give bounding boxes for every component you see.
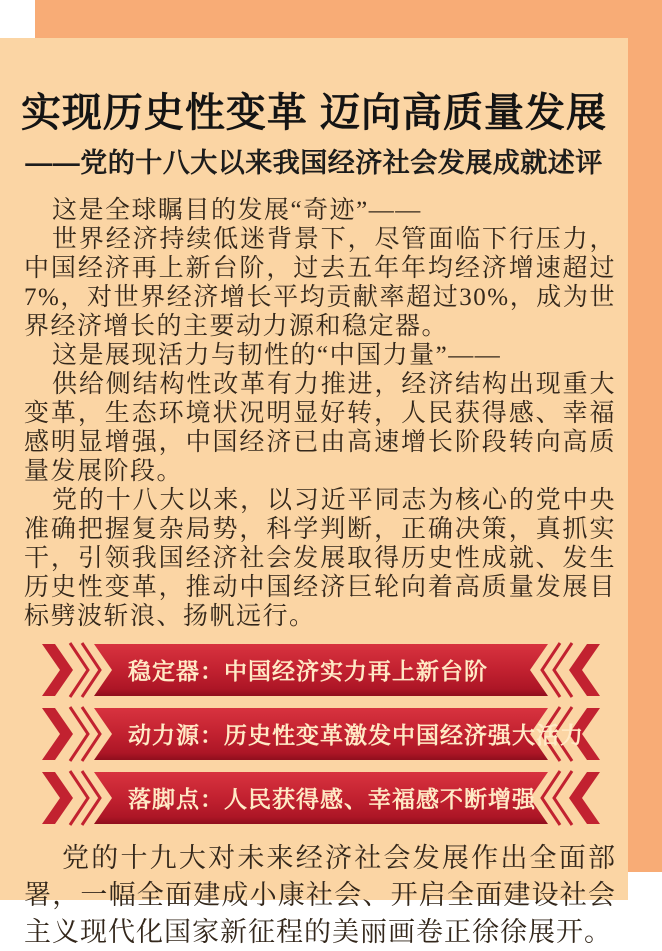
chevron-left-icon (569, 644, 600, 696)
chevron-right-icon (82, 771, 100, 825)
chevron-right-icon (82, 643, 100, 697)
chevron-right-icon (82, 707, 100, 761)
chevron-left-icon (542, 771, 560, 825)
ribbon-label: 落脚点：人民获得感、幸福感不断增强 (128, 786, 536, 812)
closing-paragraph-block (0, 840, 628, 951)
ribbon-banner-foothold (42, 770, 600, 826)
closing-paragraph: 党的十九大对未来经济社会发展作出全面部署，一幅全面建成小康社会、开启全面建设社会主义现代化国家新征程的美丽画卷正徐徐展开。 (24, 843, 616, 947)
article-body (0, 196, 628, 631)
ribbon-banner-group (0, 642, 628, 826)
ribbon-banner-stabilizer (42, 642, 600, 698)
ribbon-banner-graphic (42, 770, 600, 826)
ribbon-banner-power-source (42, 706, 600, 762)
ribbon-label: 稳定器：中国经济实力再上新台阶 (128, 658, 488, 684)
chevron-right-icon (42, 708, 73, 760)
body-paragraph: 这是全球瞩目的发展“奇迹”—— (52, 197, 422, 224)
body-paragraph: 世界经济持续低迷背景下，尽管面临下行压力，中国经济再上新台阶，过去五年年均经济增速超过7%，对世界经济增长平均贡献率超过30%，成为世界经济增长的主要动力源和稳定器。 (24, 226, 616, 340)
chevron-left-icon (542, 643, 560, 697)
page-subtitle: ——党的十八大以来我国经济社会发展成就述评 (25, 148, 603, 178)
chevron-right-icon (42, 772, 73, 824)
body-paragraph: 供给侧结构性改革有力推进，经济结构出现重大变革，生态环境状况明显好转，人民获得感、幸福感明显增强，中国经济已由高速增长阶段转向高质量发展阶段。 (24, 371, 616, 485)
poster-card (0, 38, 628, 947)
body-paragraph: 党的十八大以来，以习近平同志为核心的党中央准确把握复杂局势，科学判断，正确决策，真抓实干，引领我国经济社会发展取得历史性成就、发生历史性变革，推动中国经济巨轮向着高质量发展目标劈波斩浪、扬帆远行。 (24, 487, 616, 630)
ribbon-banner-graphic (42, 642, 600, 698)
ribbon-banner-graphic (42, 706, 600, 762)
chevron-right-icon (42, 644, 73, 696)
page-title: 实现历史性变革 迈向高质量发展 (20, 91, 608, 135)
chevron-left-icon (569, 772, 600, 824)
ribbon-label: 动力源：历史性变革激发中国经济强大活力 (128, 722, 584, 748)
body-paragraph: 这是展现活力与韧性的“中国力量”—— (52, 342, 502, 369)
